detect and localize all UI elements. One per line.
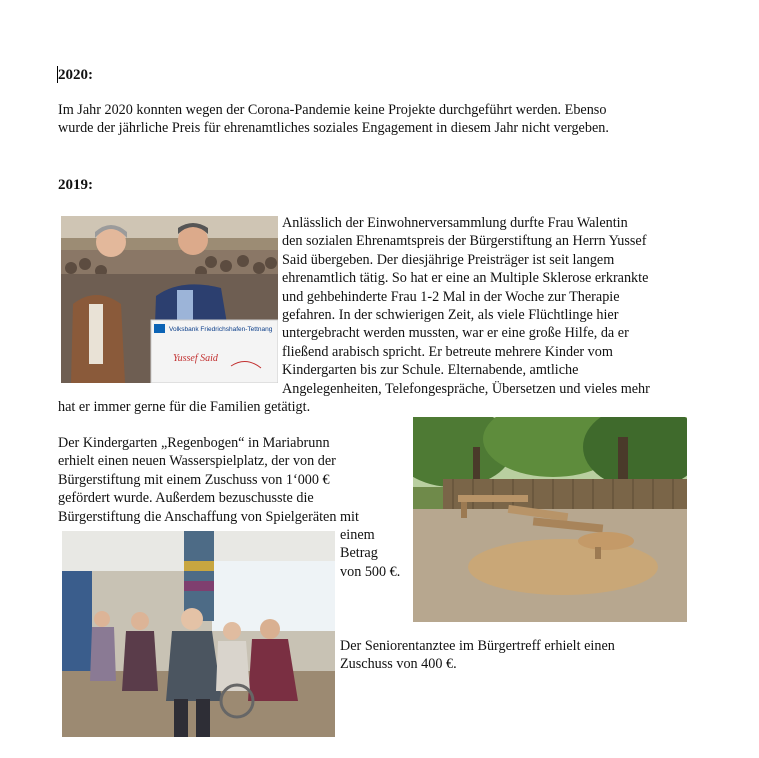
paragraph-line: ehrenamtlich tätig. So hat er eine an Multiple Sklerose erkrankte (282, 270, 649, 287)
check-bank-name: Volksbank Friedrichshafen-Tettnang (169, 326, 273, 333)
check-payee: Yussef Said (173, 353, 218, 364)
paragraph-line: erhielt einen neuen Wasserspielplatz, der von der (58, 453, 336, 470)
paragraph-line: gefahren. In der schwierigen Zeit, als viele Flüchtlinge hier (282, 307, 619, 324)
paragraph-line: gefördert wurde. Außerdem bezuschusste die (58, 490, 314, 507)
paragraph-line: und gehbehinderte Frau 1-2 Mal in der Woche zur Therapie (282, 288, 620, 305)
award-paragraph-last-line: hat er immer gerne für die Familien getätigt. (58, 399, 311, 415)
paragraph-line: einem (340, 527, 375, 543)
paragraph-line: untergebracht werden mussten, war er eine große Hilfe, da er (282, 325, 629, 342)
paragraph-line: Bürgerstiftung mit einem Zuschuss von 1‘000 € (58, 471, 330, 488)
paragraph-line: von 500 €. (340, 563, 401, 580)
paragraph-line: Der Kindergarten „Regenbogen“ in Mariabrunn (58, 435, 330, 451)
award-paragraph (282, 214, 752, 398)
paragraph-line: Im Jahr 2020 konnten wegen der Corona-Pandemie keine Projekte durchgeführt werden. Ebenso (58, 102, 607, 118)
paragraph-line: Said übergeben. Der diesjährige Preisträger ist seit langem (282, 251, 615, 268)
paragraph-2020 (58, 101, 748, 138)
senior-dance-photo (62, 531, 335, 737)
heading-2020: 2020: (58, 67, 93, 83)
paragraph-line: Zuschuss von 400 €. (340, 656, 457, 673)
paragraph-line: Anlässlich der Einwohnerversammlung durfte Frau Walentin (282, 215, 628, 231)
water-playground-photo (413, 417, 687, 622)
paragraph-line: Kindergarten bis zur Schule. Elternabende, amtliche (282, 362, 579, 379)
paragraph-line: Der Seniorentanztee im Bürgertreff erhielt einen (340, 638, 615, 654)
kindergarten-paragraph-tail (340, 526, 410, 581)
paragraph-line: Bürgerstiftung die Anschaffung von Spielgeräten mit (58, 508, 359, 525)
senioren-paragraph (340, 637, 750, 674)
paragraph-line: fließend arabisch spricht. Er betreute mehrere Kinder vom (282, 343, 613, 360)
paragraph-line: Angelegenheiten, Telefongespräche, Übersetzen und vieles mehr (282, 380, 650, 397)
heading-2019: 2019: (58, 177, 93, 193)
award-ceremony-photo (61, 216, 278, 383)
paragraph-line: den sozialen Ehrenamtspreis der Bürgerstiftung an Herrn Yussef (282, 233, 647, 250)
kindergarten-paragraph (58, 434, 408, 526)
paragraph-line: wurde der jährliche Preis für ehrenamtliches soziales Engagement in diesem Jahr nicht vergeben. (58, 120, 609, 137)
paragraph-line: Betrag (340, 545, 378, 562)
